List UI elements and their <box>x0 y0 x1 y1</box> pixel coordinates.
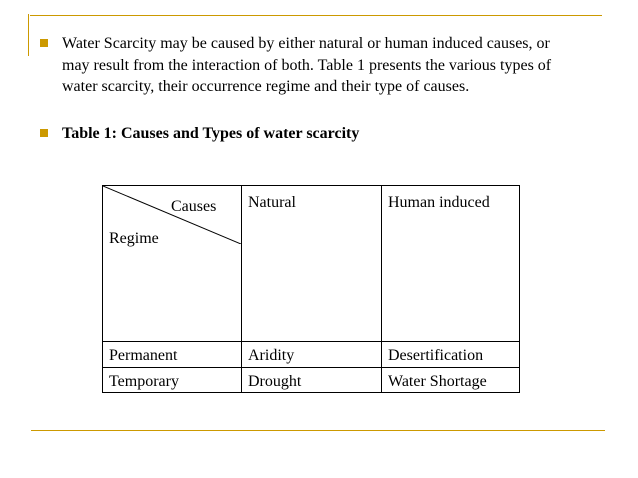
square-bullet-icon <box>40 129 48 137</box>
cell-natural-drought: Drought <box>248 373 302 390</box>
bullet-item-intro <box>40 33 572 98</box>
header-natural: Natural <box>248 194 296 211</box>
table-caption: Table 1: Causes and Types of water scarcity <box>62 125 360 142</box>
bullet-item-table-caption <box>40 123 572 145</box>
left-accent-line <box>28 14 29 56</box>
header-regime-label: Regime <box>109 230 159 247</box>
intro-paragraph: Water Scarcity may be caused by either natural or human induced causes, or may result from the interaction of both. Table 1 presents the various types of water scarcity, their occurrence regime and their type of causes. <box>62 35 552 95</box>
row-divider <box>103 367 519 368</box>
bottom-divider <box>31 430 605 431</box>
water-scarcity-table <box>102 185 520 393</box>
header-human-induced: Human induced <box>388 194 490 211</box>
row-divider <box>103 341 519 342</box>
column-divider <box>241 186 242 392</box>
cell-human-desertification: Desertification <box>388 347 484 364</box>
header-causes-label: Causes <box>171 198 217 215</box>
cell-regime-temporary: Temporary <box>109 373 179 390</box>
cell-human-water-shortage: Water Shortage <box>388 373 487 390</box>
column-divider <box>381 186 382 392</box>
cell-natural-aridity: Aridity <box>248 347 295 364</box>
top-divider <box>30 15 602 16</box>
cell-regime-permanent: Permanent <box>109 347 178 364</box>
square-bullet-icon <box>40 39 48 47</box>
